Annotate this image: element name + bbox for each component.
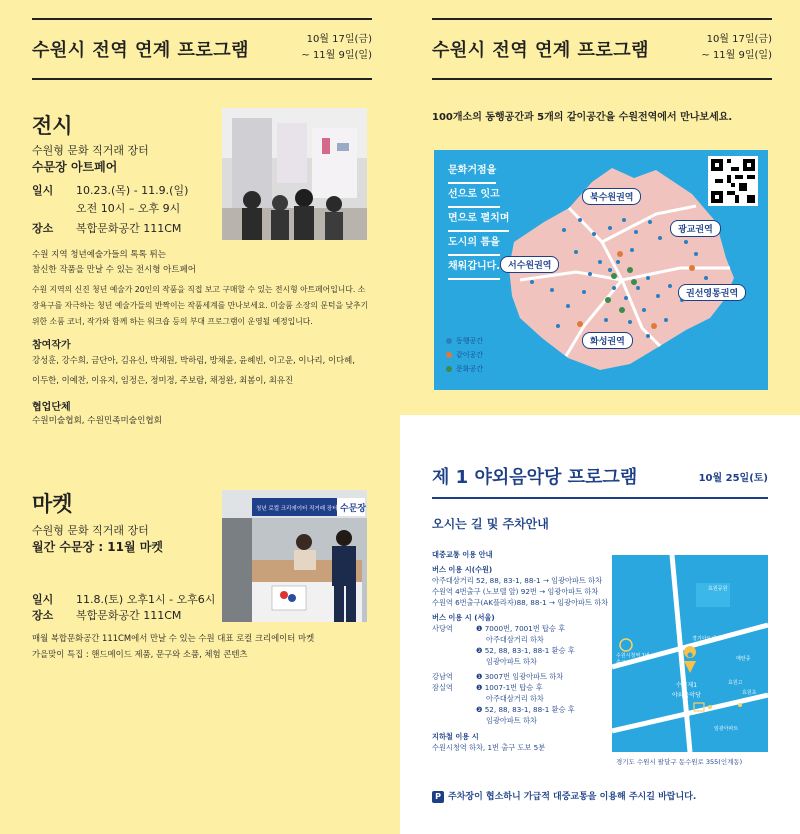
exhibition-photo xyxy=(222,108,367,240)
exhibition-heading: 전시 xyxy=(32,114,73,138)
exhibition-intro-1: 수원 지역 청년예술가들의 톡톡 튀는 xyxy=(32,250,166,260)
jamsil-line-4: 임광아파트 하차 xyxy=(486,716,537,725)
qr-code-icon[interactable] xyxy=(708,156,758,206)
market-heading: 마켓 xyxy=(32,492,73,516)
program-title-2: 수원시 전역 연계 프로그램 xyxy=(432,40,650,61)
slogan-line-3: 면으로 펼치며 xyxy=(448,208,509,232)
bus-suwon-line-2: 수원역 4번출구 (노보텔 앞) 92번 → 임광아파트 하차 xyxy=(432,587,599,596)
concert-header xyxy=(432,459,768,499)
concert-date: 10월 25일(토) xyxy=(698,473,768,484)
exhibition-date-value: 10.23.(목) - 11.9.(일) xyxy=(76,184,189,197)
exhibition-subtitle: 수원형 문화 직거래 장터 xyxy=(32,144,149,157)
jamsil-line-3: ❷ 52, 88, 83-1, 88-1 환승 후 xyxy=(476,705,575,714)
suwon-region-map xyxy=(434,150,768,390)
venue-address: 경기도 수원시 팔달구 동수원로 355(인계동) xyxy=(616,758,743,766)
gangnam-label: 강남역 xyxy=(432,672,453,681)
gangnam-line-1: ❶ 3007번 임광아파트 하차 xyxy=(476,672,564,681)
region-gwonseon: 권선영통권역 xyxy=(678,284,746,301)
map-label-center: 경기아트센터 xyxy=(692,636,721,642)
map-intro: 100개소의 동행공간과 5개의 같이공간을 수원전역에서 만나보세요. xyxy=(432,112,733,123)
market-place-label: 장소 xyxy=(32,609,54,622)
program-dates-2 xyxy=(701,32,772,64)
exhibition-place-value: 복합문화공간 111CM xyxy=(76,222,182,235)
map-label-park: 효원공원 xyxy=(708,586,728,592)
program-header-2 xyxy=(432,18,772,80)
region-gwanggyo: 광교권역 xyxy=(670,220,721,237)
artists-line-1: 강성훈, 강수희, 금단아, 김유신, 박채원, 박하림, 방채윤, 윤혜빈, 이고운, 이나리, 이다혜, xyxy=(32,355,355,365)
date-line-2: ~ 11월 9일(일) xyxy=(301,50,372,61)
sadang-line-2: 아주대삼거리 하차 xyxy=(486,635,544,644)
map-label-venue xyxy=(672,681,701,701)
map-label-apt: 임광아파트 xyxy=(714,726,739,732)
exhibition-time-value: 오전 10시 – 오후 9시 xyxy=(76,202,181,215)
exhibition-desc-1: 수원 지역의 신진 청년 예술가 20인의 작품을 직접 보고 구매할 수 있는 전시형 아트페어입니다. 소 xyxy=(32,285,366,294)
bus-suwon-line-1: 아주대삼거리 52, 88, 83-1, 88-1 → 임광아파트 하차 xyxy=(432,576,603,585)
exhibition-intro-2: 참신한 작품을 만날 수 있는 전시형 아트페어 xyxy=(32,265,197,275)
program-title: 수원시 전역 연계 프로그램 xyxy=(32,40,250,61)
parking-notice xyxy=(432,789,696,803)
program-header xyxy=(32,18,372,80)
market-photo-banner: 청년 로컬 크리에이터 직거래 장터 xyxy=(256,506,338,512)
bus-seoul-title: 버스 이용 시 (서울) xyxy=(432,613,495,622)
directions-title: 오시는 길 및 주차안내 xyxy=(432,517,549,531)
date-line-1b: 10월 17일(금) xyxy=(706,34,772,45)
right-bottom-panel xyxy=(400,415,800,834)
map-label-school3: 효원초 xyxy=(742,690,757,696)
legend-donghaeng: 동행공간 xyxy=(446,334,483,348)
venue-map[interactable] xyxy=(612,555,768,752)
legend-gachi: 같이공간 xyxy=(446,348,483,362)
venue-line-1: 수원제1 xyxy=(675,682,698,689)
program-dates xyxy=(301,32,372,64)
subway-title: 지하철 이용 시 xyxy=(432,732,479,741)
market-desc-2: 가을맞이 특집 : 핸드메이드 제품, 문구와 소품, 체험 콘텐츠 xyxy=(32,649,248,659)
artists-line-2: 이두한, 이예찬, 이유지, 임정은, 정미정, 주보람, 채정완, 최봄이, 최유진 xyxy=(32,375,294,385)
parking-text: 주차장이 협소하니 가급적 대중교통을 이용해 주시길 바랍니다. xyxy=(448,792,697,802)
exhibition-date-label: 일시 xyxy=(32,184,54,197)
market-desc-1: 매월 복합문화공간 111CM에서 만날 수 있는 수원 대표 로컬 크리에이터 마켓 xyxy=(32,633,315,643)
region-seosuwon: 서수원권역 xyxy=(500,256,559,273)
sadang-label: 사당역 xyxy=(432,624,453,633)
region-hwaseong: 화성권역 xyxy=(582,332,633,349)
region-buksuwon: 북수원권역 xyxy=(582,188,641,205)
sadang-line-1: ❶ 7000번, 7001번 탑승 후 xyxy=(476,624,566,633)
orgs-value: 수원미술협회, 수원민족미술인협회 xyxy=(32,416,162,426)
market-subtitle: 수원형 문화 직거래 장터 xyxy=(32,524,149,537)
slogan-line-5: 채워갑니다. xyxy=(448,256,500,280)
gangnam-jamsil-block xyxy=(432,671,608,729)
subway-info: 수원시청역 하차, 1번 출구 도보 5분 xyxy=(432,743,546,752)
slogan-line-1: 문화거점을 xyxy=(448,160,496,184)
sadang-block xyxy=(432,623,608,667)
exhibition-desc-2: 장욕구를 자극하는 청년 예술가들의 반짝이는 작품세계를 만나보세요. 미술품 소장의 문턱을 낮추기 xyxy=(32,301,369,310)
bus-suwon-title: 버스 이용 시(수원) xyxy=(432,565,493,574)
map-legend xyxy=(446,334,483,376)
market-photo xyxy=(222,490,367,622)
artists-label: 참여작가 xyxy=(32,340,71,351)
exhibition-desc-3: 위한 소품 코너, 작가와 함께 하는 워크숍 등의 부대 프로그램이 운영될 예정입니다. xyxy=(32,317,313,326)
sadang-line-3: ❷ 52, 88, 83-1, 88-1 환승 후 xyxy=(476,646,575,655)
right-top-panel xyxy=(400,0,800,415)
market-date-label: 일시 xyxy=(32,593,54,606)
market-name: 월간 수문장 : 11월 마켓 xyxy=(32,540,163,554)
market-place-value: 복합문화공간 111CM xyxy=(76,609,182,622)
slogan-line-2: 선으로 잇고 xyxy=(448,184,500,208)
orgs-label: 협업단체 xyxy=(32,402,71,413)
concert-title: 제 1 야외음악당 프로그램 xyxy=(432,467,638,488)
parking-icon: P xyxy=(432,791,444,803)
date-line-2b: ~ 11월 9일(일) xyxy=(701,50,772,61)
map-label-school1: 매탄중 xyxy=(736,656,751,662)
legend-munhwa: 문화공간 xyxy=(446,362,483,376)
venue-line-2: 야외음악당 xyxy=(672,692,701,699)
sadang-line-4: 임광아파트 하차 xyxy=(486,657,537,666)
jamsil-line-1: ❶ 1007-1번 탑승 후 xyxy=(476,683,543,692)
map-label-school2: 효원고 xyxy=(728,680,743,686)
exhibition-place-label: 장소 xyxy=(32,222,54,235)
map-label-station: 수원시청역 1번 출구 xyxy=(616,653,650,666)
market-photo-sign: 수문장 xyxy=(340,504,367,514)
market-date-value: 11.8.(토) 오후1시 - 오후6시 xyxy=(76,593,216,606)
jamsil-label: 잠실역 xyxy=(432,683,453,692)
slogan-line-4: 도시의 틈을 xyxy=(448,232,500,256)
exhibition-name: 수문장 아트페어 xyxy=(32,160,118,174)
transit-title: 대중교통 이용 안내 xyxy=(432,550,493,559)
jamsil-line-2: 아주대삼거리 하차 xyxy=(486,694,544,703)
bus-suwon-line-3: 수원역 6번출구(AK플라자)88, 88-1 → 임광아파트 하차 xyxy=(432,598,609,607)
transit-info xyxy=(432,549,608,753)
date-line-1: 10월 17일(금) xyxy=(306,34,372,45)
